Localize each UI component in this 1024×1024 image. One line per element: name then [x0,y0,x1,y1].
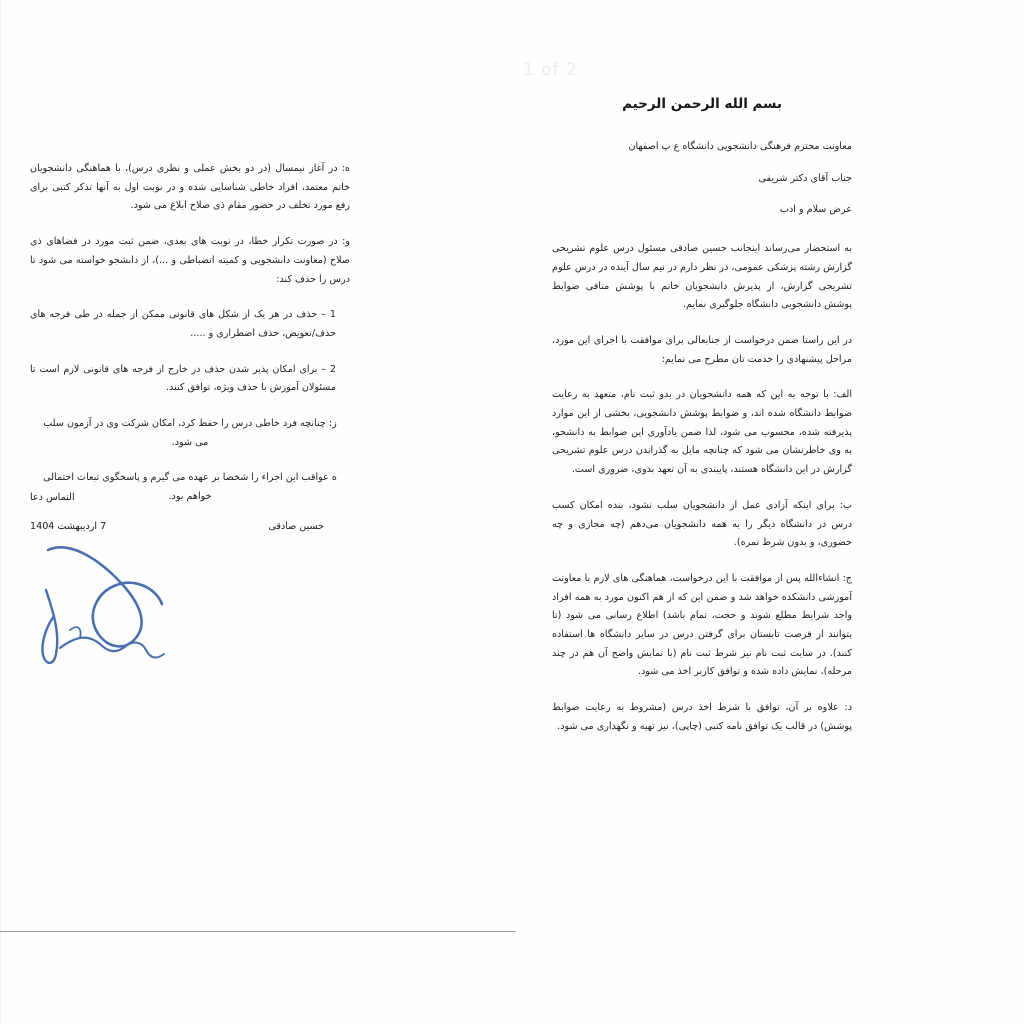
closing-salutation: التماس دعا [30,492,75,503]
letter-page-one [552,96,852,754]
addressee-line-1: معاونت محترم فرهنگی دانشجویی دانشگاه ع پ اصفهان [628,141,852,152]
signer-name: حسین صادقی [268,521,324,532]
body-paragraph: ج: انشاءالله پس از موافقت با این درخواست، هماهنگی های لازم با معاونت آموزشی دانشکده خواهد شد و ضمن این که از هم اکنون مورد به همه افراد واجد شرایط مطلع شوند و حجت، تمام باشد) اطلاع رسانی می شود (تا بتوانند از فرصت تابستان برای گرفتن درس در سایر دانشگاه ها استفاده کنند). در سایت ثبت نام نیز شرط ثبت نام (با نمایش واضح آن هم در چند مرحله)، نمایش داده شده و توافق کاربر اخذ می شود. [552,572,852,678]
addressee-line-2: جناب آقای دکتر شریفی [758,172,852,184]
body-paragraph: و: در صورت تکرار خطا، در نوبت های بعدی، ضمن ثبت مورد در فضاهای ذی صلاح (معاونت دانشجویی و کمیته انضباطی و ...)، از دانشجو خواسته می شود تا درس را حذف کند: [30,236,350,285]
body-paragraph: ه: در آغاز نیمسال (در دو بخش عملی و نظری درس)، با هماهنگی دانشجویان خانم معتمد، افراد خاطی شناسایی شده و در نوبت اول به آنها تذکر کتبی برای رفع مورد تخلف در حضور مقام ذی صلاح ابلاغ می شود. [30,163,350,212]
greeting-line: عرض سلام و ادب [779,204,852,216]
body-paragraph: الف: با توجه به این که همه دانشجویان در بدو ثبت نام، متعهد به رعایت ضوابط دانشگاه شده اند، و ضوابط پوشش دانشجویی، بخشی از این موارد پذیرفته شده، محسوب می شود، لذا ضمن یادآوری این ضوابط به دانشجو، به وی خاطرنشان می شود که چنانچه مایل به گذراندن درس علوم تشریحی گزارش در این دانشگاه هستند، پایبندی به آن تعهد بدوی، ضروری است. [552,389,852,476]
letter-page-two [30,160,350,524]
body-paragraph: به استحضار می‌رساند اینجانب حسین صادقی مسئول درس علوم تشریحی گزارش رشته پزشکی عمومی، در نظر دارم در نیم سال آینده در درس علوم تشریحی گزارش، از پذیرش دانشجویان خانم با پوشش منافی ضوابط پوشش دانشجویی دانشگاه جلوگیری نمایم. [552,243,852,311]
letter-date: 7 اردیبهشت 1404 [30,521,107,532]
body-paragraph: ز: چنانچه فرد خاطی درس را حفظ کرد، امکان شرکت وی در آزمون سلب می شود. [43,418,337,448]
list-item: 1 – حذف در هر یک از شکل های قانونی ممکن از جمله در طی فرجه های حذف/تعویض، حذف اضطراری و ..... [30,309,336,339]
page-bottom-rule [0,931,516,932]
list-item: 2 – برای امکان پذیر شدن حذف در خارج از فرجه های قانونی لازم است تا مسئولان آموزش با حذف ویژه، توافق کنند. [30,363,336,394]
page-indicator: 1 of 2 [523,60,578,80]
signature-row [30,521,350,532]
body-paragraph: در این راستا ضمن درخواست از جنابعالی برای موافقت با اجرای این مورد، مراحل پیشنهادی را خدمت تان مطرح می نمایم: [552,334,852,365]
body-paragraph: ب: برای اینکه آزادی عمل از دانشجویان سلب نشود، بنده امکان کسب درس در دانشگاه دیگر را به همه دانشجویان می‌دهم (چه مجازی و چه حضوری، و بدون شرط نمره). [552,499,852,549]
body-paragraph: ه عواقب این اجراء را شخصا بر عهده می گیرم و پاسخگوی تبعات احتمالی خواهم بود. [43,472,337,503]
body-paragraph: د: علاوه بر آن، توافق با شرط اخذ درس (مشروط به رعایت ضوابط پوشش) در قالب یک توافق نامه کتبی (چاپی)، نیز تهیه و نگهداری می شود. [552,702,852,732]
basmala-heading: بسم الله الرحمن الرحیم [622,96,782,112]
page-edge-shadow [0,0,2,1024]
letter-closing [30,492,350,532]
handwritten-signature-icon [30,530,210,690]
